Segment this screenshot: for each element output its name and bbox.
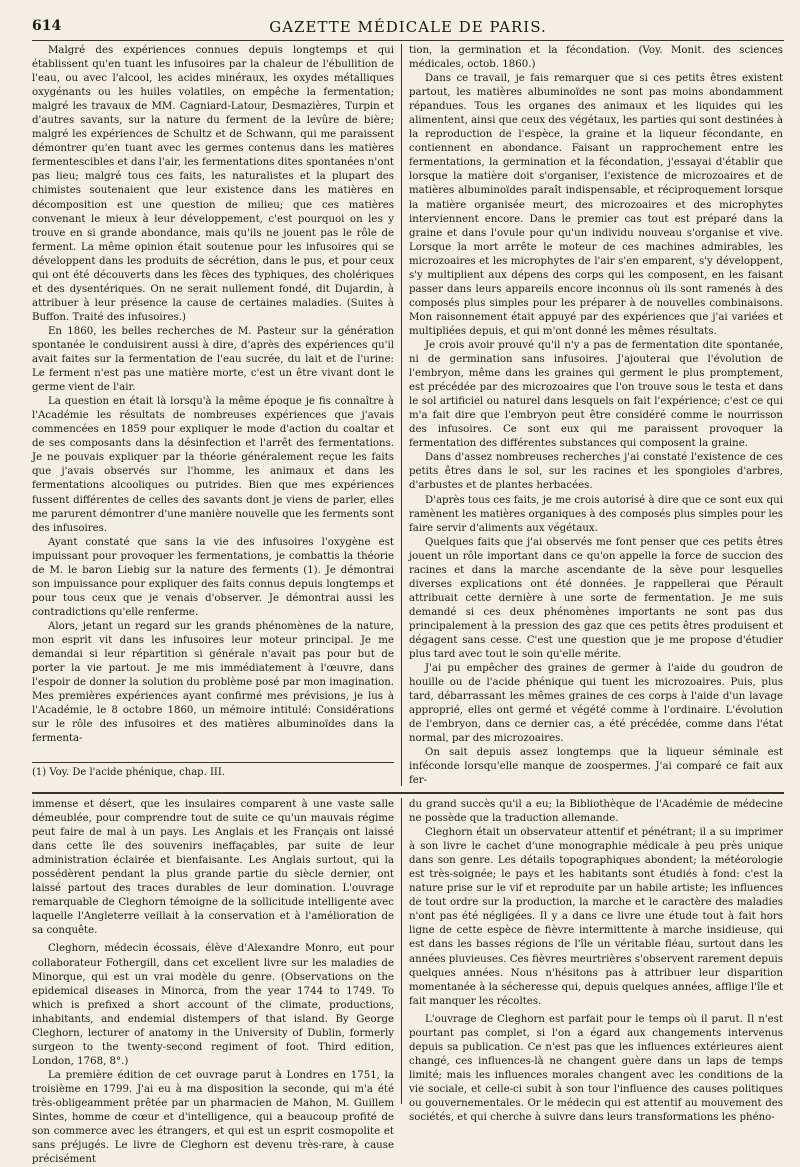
paragraph: Dans d'assez nombreuses recherches j'ai constaté l'existence de ces petits êtres dans le sol, sur les racines et les spongioles d'arbres, d'arbustes et de plantes herbacées. xyxy=(409,452,783,492)
page-number: 614 xyxy=(32,18,62,34)
paragraph: J'ai pu empêcher des graines de germer à l'aide du goudron de houille ou de l'acide phénique qui tuent les microzoaires. Puis, plus tard, débarrassant les mêmes graines de ces corps à l'aide d'un lavage approprié, elles ont germé et végété comme à l'ordinaire. L'évolution de l'embryon, dans ce dernier cas, a été précédée, comme dans l'état normal, par des microzoaires. xyxy=(409,663,783,745)
page-header xyxy=(32,16,784,38)
paragraph: Malgré des expériences connues depuis longtemps et qui établissent qu'en tuant les infusoires par la chaleur de l'ébullition de l'eau, ou avec l'alcool, les acides minéraux, les oxydes métalliques oxygénants ou les huiles volatiles, on empêche la fermentation; malgré les travaux de MM. Cagniard-Latour, Desmazières, Turpin et d'autres savants, sur la nature du ferment de la levûre de bière; malgré les expériences de Schultz et de Schwann, qui me paraissent démontrer qu'en tuant avec les germes contenus dans les matières fermentescibles et dans l'air, les fermentations dites spontanées n'ont pas lieu; malgré tous ces faits, les naturalistes et la plupart des chimistes soutenaient que leur existence dans les matières en décomposition est une question de milieu; que ces matières convenant le mieux à leur développement, c'est pourquoi on les y trouve en si grande abondance, mais qu'ils ne jouent pas le rôle de ferment. La même opinion était soutenue pour les infusoires qui se développent dans les produits de sécrétion, dans le pus, et pour ceux qui ont été découverts dans les fèces des typhiques, des cholériques et des dysentériques. On ne serait nullement fondé, dit Dujardin, à attribuer à leur présence la cause de certaines maladies. (Suites à Buffon. Traité des infusoires.) xyxy=(32,45,394,323)
header-rule xyxy=(32,40,784,41)
paragraph: Cleghorn était un observateur attentif et pénétrant; il a su imprimer à son livre le cachet d'une monographie médicale à peu près unique dans son genre. Les détails topographiques abondent; la météorologie est très-soignée; le pays et les habitants sont étudiés à fond: c'est la nature prise sur le vif et reproduite par un habile artiste; les influences de tout ordre sur la production, la marche et le caractère des maladies n'ont pas été négligées. Il y a dans ce livre une étude tout à fait hors ligne de cette espèce de fièvre intermittente à marche insidieuse, qui est dans les basses régions de l'île un véritable fléau, surtout dans les années pluvieuses. Ces fièvres meurtrières s'observent rarement depuis quelques années. Nous n'hésitons pas à attribuer leur disparition momentanée à la sécheresse qui, depuis quelques années, afflige l'île et fait manquer les récoltes. xyxy=(409,827,783,1007)
journal-title: GAZETTE MÉDICALE DE PARIS. xyxy=(269,18,547,36)
paragraph: du grand succès qu'il a eu; la Bibliothèque de l'Académie de médecine ne possède que la traduction allemande. xyxy=(409,799,783,825)
lower-left-column xyxy=(32,798,394,1166)
paragraph: Cleghorn, médecin écossais, élève d'Alexandre Monro, eut pour collaborateur Fothergill, dans cet excellent livre sur les maladies de Minorque, qui est un vrai modèle du genre. (Observations on the epidemical diseases in Minorca, from the year 1744 to 1749. To which is prefixed a short account of the climate, productions, inhabitants, and endemial distempers of that island. By George Cleghorn, lecturer of anatomy in the University of Dublin, formerly surgeon to the twenty-second regiment of foot. Third edition, London, 1768, 8°.) xyxy=(32,943,394,1067)
paragraph: La première édition de cet ouvrage parut à Londres en 1751, la troisième en 1799. J'ai eu à ma disposition la seconde, qui m'a été très-obligeamment prêtée par un pharmacien de Mahon, M. Guillem Sintes, homme de cœur et d'intelligence, qui a beaucoup profité de son commerce avec les étrangers, et qui est un esprit cosmopolite et sans préjugés. Le livre de Cleghorn est devenu très-rare, à cause précisément xyxy=(32,1069,394,1166)
paragraph: D'après tous ces faits, je me crois autorisé à dire que ce sont eux qui ramènent les matières organiques à des composés plus simples pour les faire servir d'aliments aux végétaux. xyxy=(409,494,783,534)
paragraph: immense et désert, que les insulaires comparent à une vaste salle démeublée, pour comprendre tout de suite ce qu'un mauvais régime peut faire de mal à un pays. Les Anglais et les Français ont laissé dans cette île des souvenirs ineffaçables, par suite de leur administration éclairée et bienfaisante. Les Anglais surtout, qui la possédèrent pendant la plus grande partie du siècle dernier, ont laissé partout des traces durables de leur domination. L'ouvrage remarquable de Cleghorn témoigne de la sollicitude intelligente avec laquelle l'Angleterre veillait à la conservation et à l'amélioration de sa conquête. xyxy=(32,799,394,937)
paragraph: Dans ce travail, je fais remarquer que si ces petits êtres existent partout, les matières albuminoïdes ne sont pas moins abondamment répandues. Tous les organes des animaux et les liquides qui les alimentent, ainsi que ceux des végétaux, les parties qui sont destinées à la reproduction de l'espèce, la graine et la liqueur fécondante, en contiennent en abondance. Faisant un rapprochement entre les fermentations, la germination et la fécondation, j'essayai d'établir que lorsque la matière doit s'organiser, l'existence de microzoaires et de matières albuminoïdes paraît indispensable, et réciproquement lorsque la matière organisée meurt, des microzoaires et des microphytes interviennent encore. Dans le premier cas tout est préparé dans la graine et dans l'ovule pour qu'un individu nouveau s'organise et vive. Lorsque la mort arrête le moteur de ces machines admirables, les microzoaires et les microphytes de l'air s'en emparent, s'y développent, s'y multiplient aux dépens des corps qui les composent, en les faisant passer dans leurs appareils encore inconnus où ils sont ramenés à des composés plus simples pour les préparer à de nouvelles combinaisons. Mon raisonnement était appuyé par des expériences que j'ai variées et multipliées depuis, et qui m'ont donné les mêmes résultats. xyxy=(409,73,783,337)
section-rule xyxy=(32,792,784,794)
paragraph: Quelques faits que j'ai observés me font penser que ces petits êtres jouent un rôle important dans ce qu'on appelle la force de succion des racines et dans la marche ascendante de la sève pour lesquelles diverses explications ont été données. Je rappellerai que Pérault attribuait cette dernière à une sorte de fermentation. Je me suis demandé si ces deux phénomènes importants ne sont pas dus principalement à la pression des gaz que ces petits êtres produisent et dégagent sans cesse. C'est une question que je me propose d'étudier plus tard avec tout le soin qu'elle mérite. xyxy=(409,536,783,661)
paragraph: On sait depuis assez longtemps que la liqueur séminale est inféconde lorsqu'elle manque de zoospermes. J'ai comparé ce fait aux fer- xyxy=(409,747,783,787)
column-divider-lower xyxy=(401,798,402,1104)
footnote-rule xyxy=(32,762,394,763)
paragraph: Ayant constaté que sans la vie des infusoires l'oxygène est impuissant pour provoquer les fermentations, je combattis la théorie de M. le baron Liebig sur la nature des ferments (1). Je démontrai son impuissance pour expliquer des faits connus depuis longtemps et pour tous ceux que je venais d'observer. Je démontrai aussi les contradictions qu'elle renferme. xyxy=(32,536,394,618)
paragraph: L'ouvrage de Cleghorn est parfait pour le temps où il parut. Il n'est pourtant pas complet, si l'on a égard aux changements intervenus depuis sa publication. Ce n'est pas que les influences extérieures aient changé, ces influences-là ne changent guère dans un laps de temps limité; mais les influences morales changent avec les conditions de la vie sociale, et celle-ci subit à son tour l'influence des causes politiques ou gouvernementales. Or le médecin qui est attentif au mouvement des sociétés, et qui cherche à suivre dans leurs transformations les phéno- xyxy=(409,1013,783,1124)
paragraph: La question en était là lorsqu'à la même époque je fis connaître à l'Académie les résultats de nombreuses expériences que j'avais commencées en 1859 pour expliquer le mode d'action du coaltar et de ses composants dans la désinfection et l'arrêt des fermentations. Je ne pouvais expliquer par la théorie généralement reçue les faits que j'avais observés sur l'homme, les animaux et dans les fermentations alcooliques ou putrides. Bien que mes expériences fussent différentes de celles des savants dont je viens de parler, elles me parurent démontrer d'une manière nouvelle que les ferments sont des infusoires. xyxy=(32,396,394,534)
paragraph: tion, la germination et la fécondation. (Voy. Monit. des sciences médicales, octob. 1860.) xyxy=(409,45,783,71)
upper-left-column xyxy=(32,44,394,756)
footnote xyxy=(32,766,394,786)
column-divider-upper xyxy=(401,44,402,786)
paragraph: Je crois avoir prouvé qu'il n'y a pas de fermentation dite spontanée, ni de germination sans infusoires. J'ajouterai que l'évolution de l'embryon, même dans les graines qui germent le plus promptement, est précédée par des microzoaires que l'on trouve sous le testa et dans le sol artificiel ou naturel dans lesquels on fait l'expérience; c'est ce qui m'a fait dire que l'embryon peut être considéré comme le nourrisson des infusoires. Ce sont eux qui me paraissent provoquer la fermentation des différentes substances qui composent la graine. xyxy=(409,339,783,450)
upper-right-column xyxy=(409,44,783,786)
footnote-text: (1) Voy. De l'acide phénique, chap. III. xyxy=(32,767,225,778)
paragraph: En 1860, les belles recherches de M. Pasteur sur la génération spontanée le conduisirent aussi à dire, d'après des expériences qu'il avait faites sur la fermentation de l'eau sucrée, du lait et de l'urine: Le ferment n'est pas une matière morte, c'est un être vivant dont le germe vient de l'air. xyxy=(32,325,394,394)
paragraph: Alors, jetant un regard sur les grands phénomènes de la nature, mon esprit vit dans les infusoires leur moteur principal. Je me demandai si leur répartition si générale n'avait pas pour but de porter la vie partout. Je me mis immédiatement à l'œuvre, dans l'espoir de donner la solution du problème posé par mon imagination. Mes premières expériences ayant confirmé mes prévisions, je lus à l'Académie, le 8 octobre 1860, un mémoire intitulé: Considérations sur le rôle des infusoires et des matières albuminoïdes dans la fermenta- xyxy=(32,620,394,745)
lower-right-column xyxy=(409,798,783,1124)
